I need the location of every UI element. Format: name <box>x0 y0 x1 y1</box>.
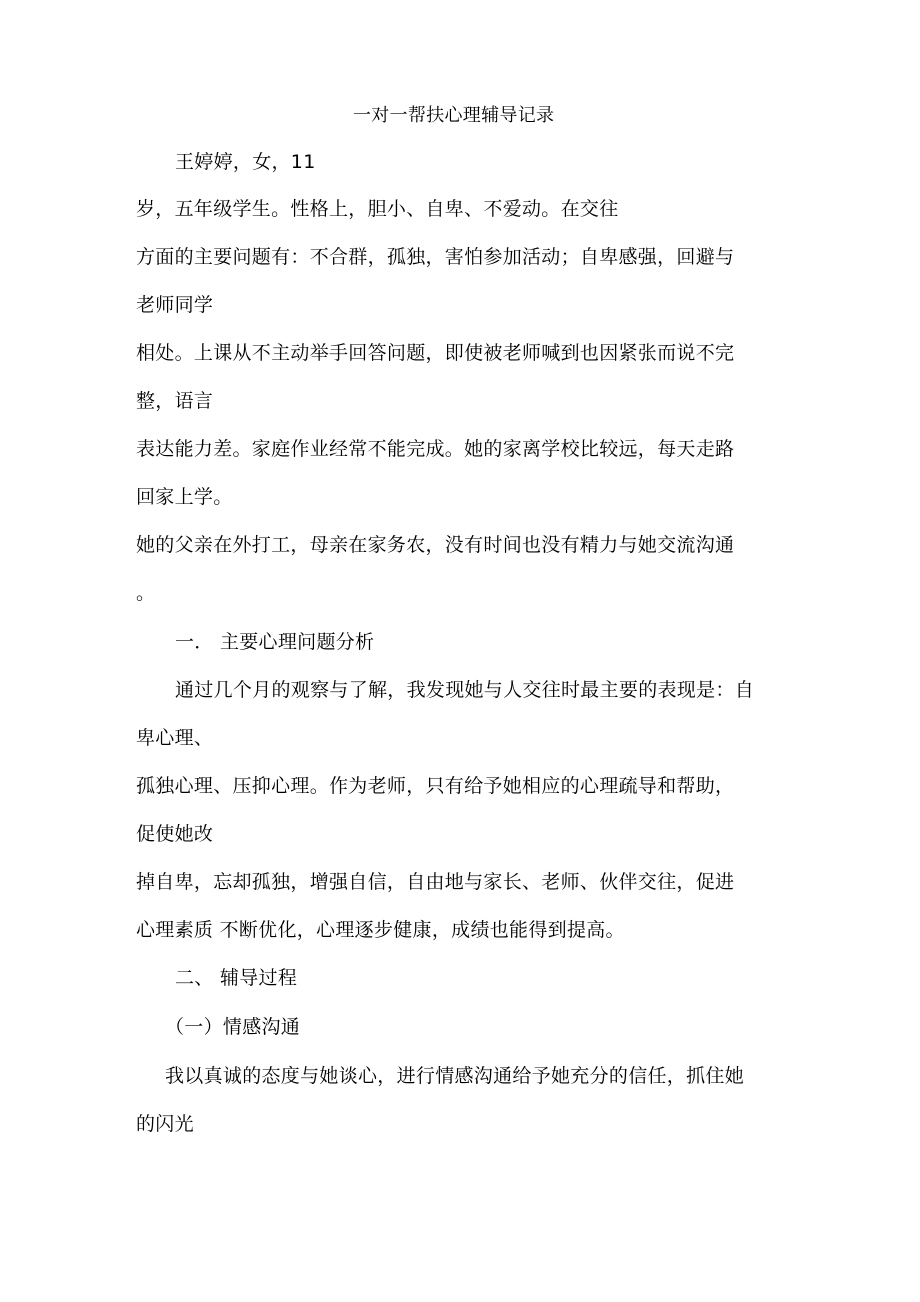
paragraph-line: 心理素质 不断优化，心理逐步健康，成绩也能得到提高。 <box>136 919 625 941</box>
paragraph-line: 老师同学 <box>136 294 214 316</box>
section-heading: 二、 辅导过程 <box>175 967 298 989</box>
section-heading: 一． 主要心理问题分析 <box>175 631 375 653</box>
paragraph-line: 掉自卑，忘却孤独，增强自信，自由地与家长、老师、伙伴交往，促进 <box>136 871 735 893</box>
paragraph-line: 的闪光 <box>136 1113 194 1135</box>
paragraph-line: 通过几个月的观察与了解，我发现她与人交往时最主要的表现是：自 <box>175 679 755 701</box>
document-title: 一对一帮扶心理辅导记录 <box>353 105 555 126</box>
subsection-heading: （一）情感沟通 <box>165 1016 301 1038</box>
paragraph-line: 王婷婷，女，11 <box>175 151 316 173</box>
paragraph-line: 。 <box>136 582 156 604</box>
paragraph-line: 促使她改 <box>136 823 214 845</box>
paragraph-line: 整，语言 <box>136 390 214 412</box>
paragraph-line: 她的父亲在外打工，母亲在家务农，没有时间也没有精力与她交流沟通 <box>136 534 735 556</box>
paragraph-line: 方面的主要问题有：不合群，孤独，害怕参加活动；自卑感强，回避与 <box>136 246 735 268</box>
paragraph-line: 岁，五年级学生。性格上，胆小、自卑、不爱动。在交往 <box>136 198 619 220</box>
paragraph-line: 孤独心理、压抑心理。作为老师，只有给予她相应的心理疏导和帮助， <box>136 775 735 797</box>
paragraph-line: 我以真诚的态度与她谈心，进行情感沟通给予她充分的信任，抓住她 <box>165 1065 745 1087</box>
paragraph-line: 相处。上课从不主动举手回答问题，即使被老师喊到也因紧张而说不完 <box>136 342 735 364</box>
paragraph-line: 回家上学。 <box>136 486 233 508</box>
paragraph-line: 表达能力差。家庭作业经常不能完成。她的家离学校比较远，每天走路 <box>136 438 735 460</box>
paragraph-line: 卑心理、 <box>136 727 214 749</box>
